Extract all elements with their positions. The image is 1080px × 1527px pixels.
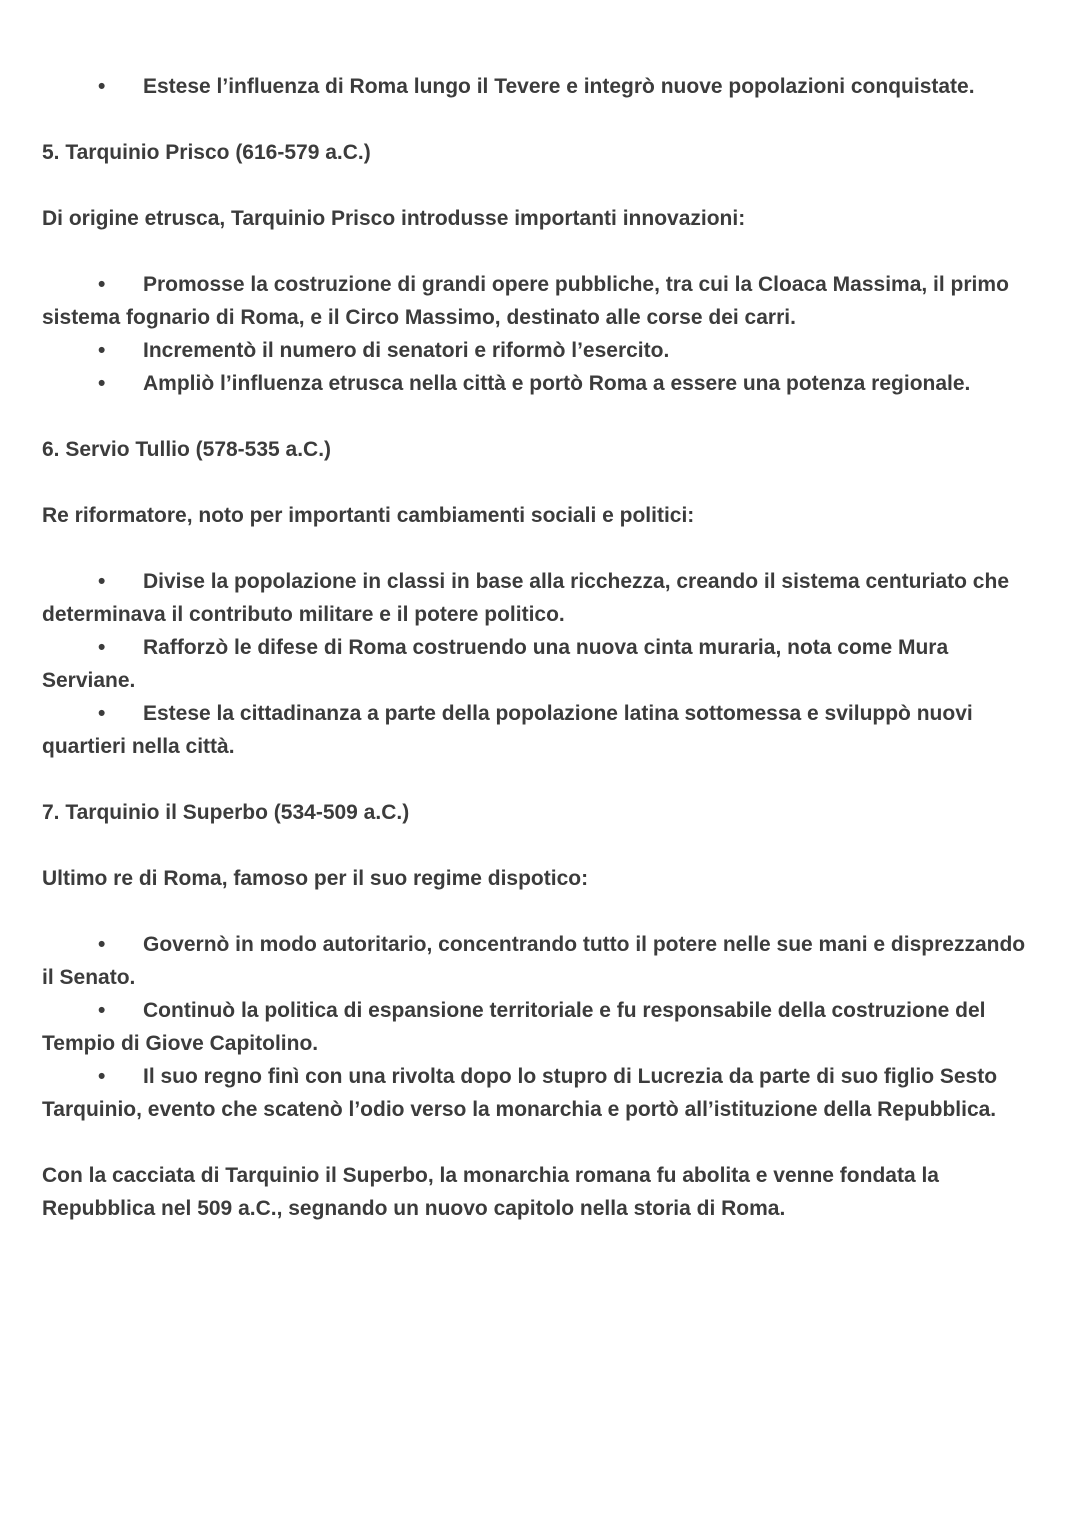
bullet-dot-icon: • — [98, 702, 106, 725]
bullet-text: Ampliò l’influenza etrusca nella città e portò Roma a essere una potenza regionale. — [143, 372, 971, 395]
document-page — [42, 70, 1037, 1225]
section-heading: 5. Tarquinio Prisco (616-579 a.C.) — [42, 141, 371, 164]
bullet-item — [42, 1060, 1037, 1126]
paragraph: Re riformatore, noto per importanti cambiamenti sociali e politici: — [42, 504, 695, 527]
bullet-text: Il suo regno finì con una rivolta dopo lo stupro di Lucrezia da parte di suo figlio Sesto Tarquinio, evento che scatenò l’odio verso la monarchia e portò all’istituzione della Repubblica. — [42, 1065, 998, 1121]
bullet-dot-icon: • — [98, 75, 106, 98]
blank-line — [42, 103, 1037, 136]
blank-line — [42, 235, 1037, 268]
blank-line — [42, 895, 1037, 928]
bullet-text: Continuò la politica di espansione territoriale e fu responsabile della costruzione del Tempio di Giove Capitolino. — [42, 999, 986, 1055]
bullet-dot-icon: • — [98, 372, 106, 395]
bullet-dot-icon: • — [98, 273, 106, 296]
bullet-item — [42, 367, 1037, 400]
bullet-text: Governò in modo autoritario, concentrando tutto il potere nelle sue mani e disprezzando il Senato. — [42, 933, 1026, 989]
paragraph: Ultimo re di Roma, famoso per il suo regime dispotico: — [42, 867, 589, 890]
paragraph: Di origine etrusca, Tarquinio Prisco introdusse importanti innovazioni: — [42, 207, 746, 230]
bullet-text: Rafforzò le difese di Roma costruendo una nuova cinta muraria, nota come Mura Serviane. — [42, 636, 949, 692]
bullet-item — [42, 70, 1037, 103]
bullet-text: Estese l’influenza di Roma lungo il Tevere e integrò nuove popolazioni conquistate. — [143, 75, 975, 98]
bullet-dot-icon: • — [98, 1065, 106, 1088]
bullet-text: Estese la cittadinanza a parte della popolazione latina sottomessa e sviluppò nuovi quartieri nella città. — [42, 702, 973, 758]
section-heading: 6. Servio Tullio (578-535 a.C.) — [42, 438, 332, 461]
bullet-item — [42, 697, 1037, 763]
bullet-text: Divise la popolazione in classi in base alla ricchezza, creando il sistema centuriato che determinava il contributo militare e il potere politico. — [42, 570, 1009, 626]
blank-line — [42, 466, 1037, 499]
bullet-item — [42, 565, 1037, 631]
bullet-dot-icon: • — [98, 570, 106, 593]
bullet-dot-icon: • — [98, 339, 106, 362]
bullet-dot-icon: • — [98, 933, 106, 956]
bullet-dot-icon: • — [98, 636, 106, 659]
section-heading: 7. Tarquinio il Superbo (534-509 a.C.) — [42, 801, 410, 824]
blank-line — [42, 532, 1037, 565]
blank-line — [42, 400, 1037, 433]
blank-line — [42, 169, 1037, 202]
bullet-item — [42, 334, 1037, 367]
paragraph: Con la cacciata di Tarquinio il Superbo, la monarchia romana fu abolita e venne fondata la Repubblica nel 509 a.C., segnando un nuovo capitolo nella storia di Roma. — [42, 1164, 939, 1220]
blank-line — [42, 1126, 1037, 1159]
bullet-item — [42, 631, 1037, 697]
bullet-item — [42, 994, 1037, 1060]
bullet-item — [42, 268, 1037, 334]
bullet-item — [42, 928, 1037, 994]
bullet-dot-icon: • — [98, 999, 106, 1022]
blank-line — [42, 829, 1037, 862]
bullet-text: Promosse la costruzione di grandi opere pubbliche, tra cui la Cloaca Massima, il primo sistema fognario di Roma, e il Circo Massimo, destinato alle corse dei carri. — [42, 273, 1009, 329]
bullet-text: Incrementò il numero di senatori e riformò l’esercito. — [143, 339, 670, 362]
blank-line — [42, 763, 1037, 796]
